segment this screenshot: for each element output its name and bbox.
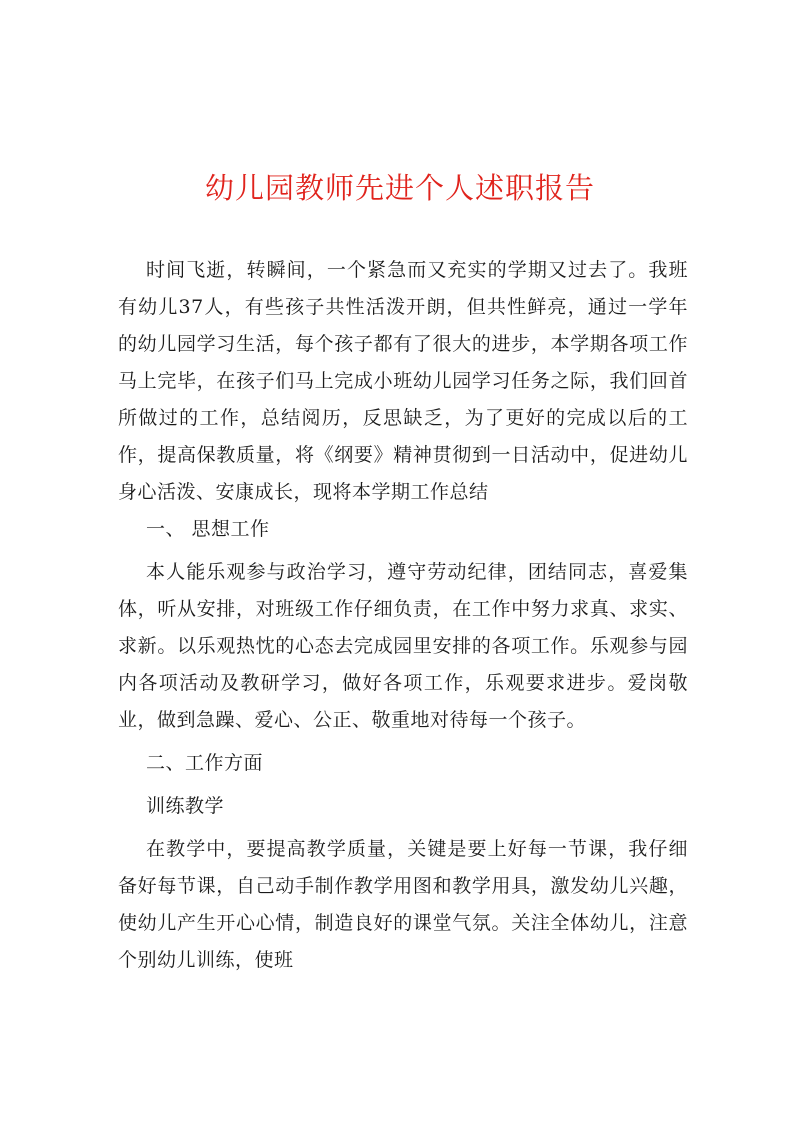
thought-work-paragraph: 本人能乐观参与政治学习，遵守劳动纪律，团结同志，喜爱集体，听从安排，对班级工作仔细负责，在工作中努力求真、求实、求新。以乐观热忱的心态去完成园里安排的各项工作。乐观参与园内各项活动及教研学习，做好各项工作，乐观要求进步。爱岗敬业，做到急躁、爱心、公正、敬重地对待每一个孩子。: [118, 561, 688, 731]
document-body: [118, 252, 688, 979]
teaching-paragraph: 在教学中，要提高教学质量，关键是要上好每一节课，我仔细备好每节课，自己动手制作教学用图和教学用具，激发幼儿兴趣，使幼儿产生开心心情，制造良好的课堂气氛。关注全体幼儿，注意个别幼儿训练，使班: [118, 838, 688, 971]
intro-paragraph: 时间飞逝，转瞬间，一个紧急而又充实的学期又过去了。我班有幼儿37人，有些孩子共性活泼开朗，但共性鲜亮，通过一学年的幼儿园学习生活，每个孩子都有了很大的进步，本学期各项工作马上完毕，在孩子们马上完成小班幼儿园学习任务之际，我们回首所做过的工作，总结阅历，反思缺乏，为了更好的完成以后的工作，提高保教质量，将《纲要》精神贯彻到一日活动中，促进幼儿身心活泼、安康成长，现将本学期工作总结: [118, 259, 688, 503]
section-heading-work-aspects: 二、工作方面: [146, 752, 264, 774]
subheading-teaching: 训练教学: [146, 795, 225, 817]
section-heading-thought-work: 一、 思想工作: [146, 518, 270, 540]
document-title: 幼儿园教师先进个人述职报告: [204, 171, 595, 205]
